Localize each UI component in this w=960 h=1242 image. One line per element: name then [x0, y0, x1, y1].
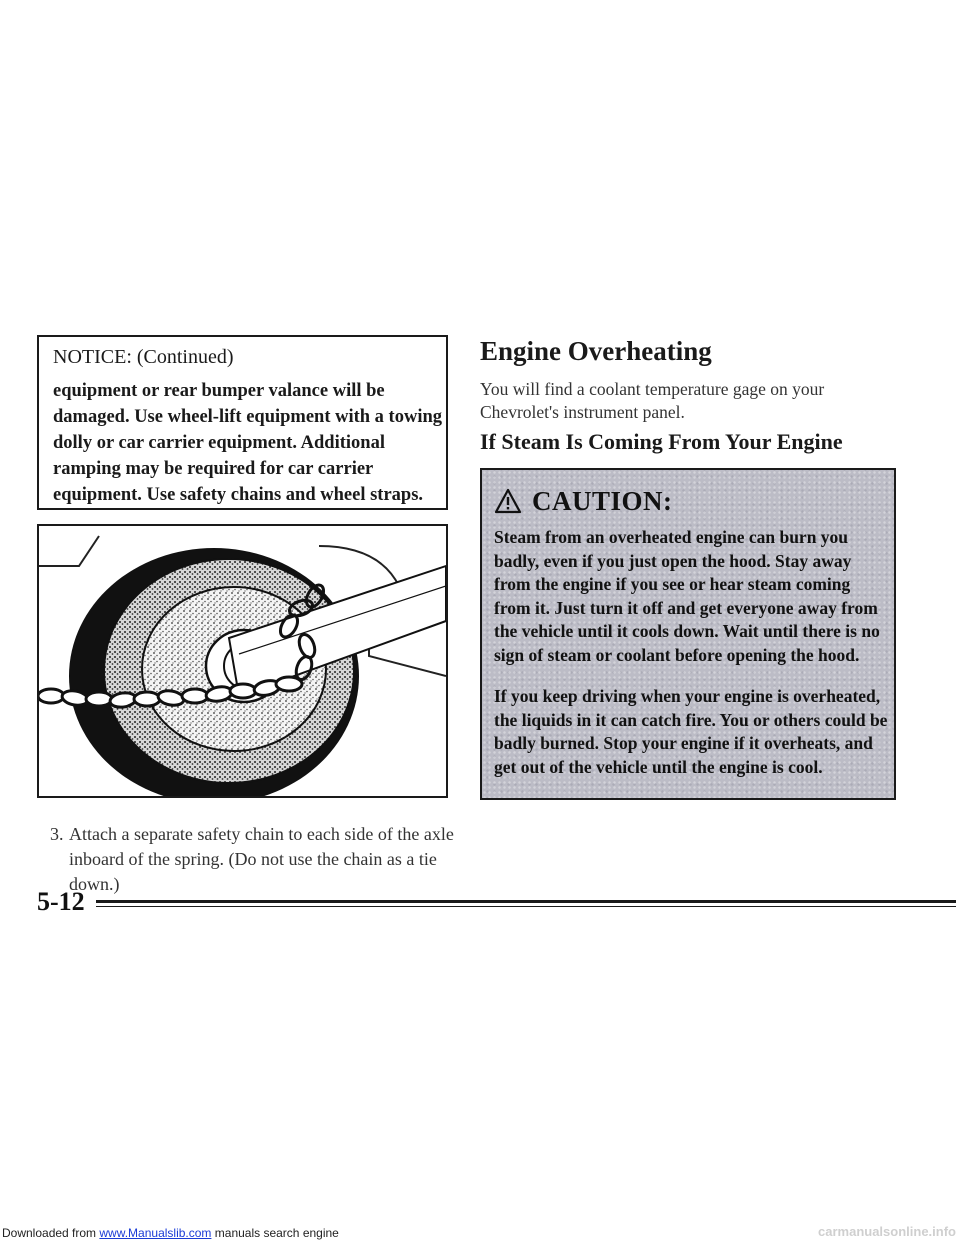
section-subhead: If Steam Is Coming From Your Engine — [480, 429, 843, 454]
footer-download-note — [2, 1226, 339, 1240]
wheel-chain-drawing — [39, 526, 446, 796]
warning-triangle-icon — [494, 488, 522, 514]
section-intro: You will find a coolant temperature gage on your Chevrolet's instrument panel. — [480, 379, 825, 422]
caution-box — [480, 468, 896, 800]
caution-header — [494, 484, 673, 518]
caution-paragraph-1: Steam from an overheated engine can burn you badly, even if you just open the hood. Stay away from the engine if you see or hear steam coming from it. Just turn it off and get everyone away from the vehicle until it cools down. Wait until there is no sign of steam or coolant before opening the hood. — [494, 527, 880, 665]
section-title: Engine Overheating — [480, 336, 712, 366]
caution-paragraph-2: If you keep driving when your engine is overheated, the liquids in it can catch fire. You or others could be badly burned. Stop your engine if it overheats, and get out of the vehicle until the engine is cool. — [494, 686, 888, 777]
footer-prefix: Downloaded from — [2, 1226, 100, 1240]
step-text: Attach a separate safety chain to each side of the axle inboard of the spring. (Do not use the chain as a tie down.) — [69, 824, 454, 894]
footer-rule-thin — [96, 906, 956, 907]
page-number: 5-12 — [37, 887, 85, 916]
notice-body: equipment or rear bumper valance will be damaged. Use wheel-lift equipment with a towing dolly or car carrier equipment. Additional ramping may be required for car carrier equipment. Use safety chains and wheel straps. — [53, 381, 443, 505]
notice-box — [37, 335, 448, 510]
footer-rule-thick — [96, 900, 956, 903]
step-number: 3. — [50, 824, 64, 844]
footer — [0, 1224, 960, 1242]
footer-watermark: carmanualsonline.info — [818, 1224, 956, 1239]
caution-label: CAUTION: — [532, 485, 673, 516]
notice-title: NOTICE: (Continued) — [53, 346, 234, 368]
safety-chain-illustration — [37, 524, 448, 798]
manualslib-link[interactable]: www.Manualslib.com — [99, 1226, 212, 1240]
footer-suffix: manuals search engine — [211, 1226, 339, 1240]
